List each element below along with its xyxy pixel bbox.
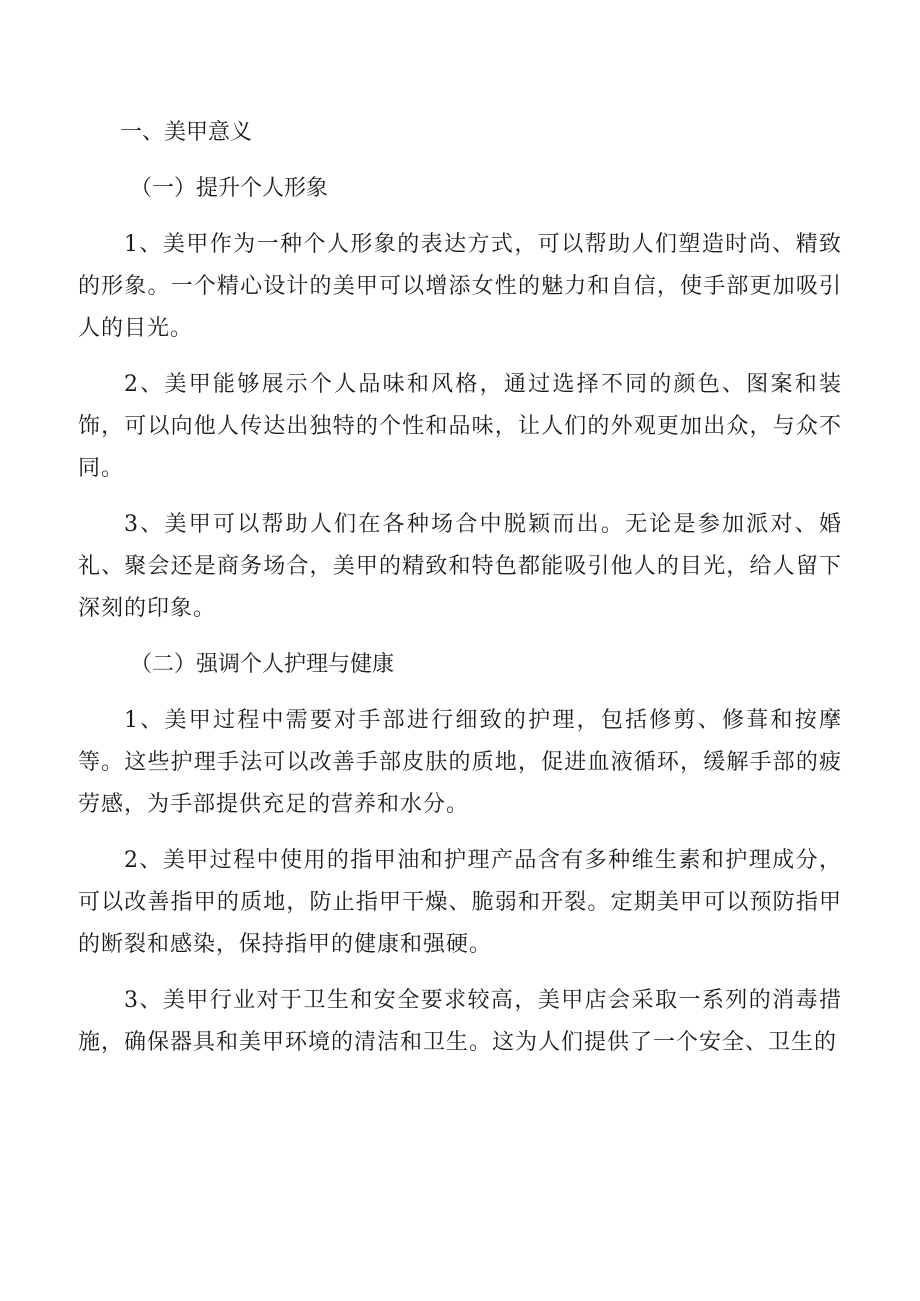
paragraph-2-2: 2、美甲过程中使用的指甲油和护理产品含有多种维生素和护理成分，可以改善指甲的质地，防止指甲干燥、脆弱和开裂。定期美甲可以预防指甲的断裂和感染，保持指甲的健康和强硬。 (78, 848, 842, 957)
subsection-title-2: （二）强调个人护理与健康 (130, 652, 395, 677)
paragraph-1-1: 1、美甲作为一种个人形象的表达方式，可以帮助人们塑造时尚、精致的形象。一个精心设计的美甲可以增添女性的魅力和自信，使手部更加吸引人的目光。 (78, 232, 842, 341)
paragraph-1-2: 2、美甲能够展示个人品味和风格，通过选择不同的颜色、图案和装饰，可以向他人传达出独特的个性和品味，让人们的外观更加出众，与众不同。 (78, 372, 842, 481)
paragraph-1-3: 3、美甲可以帮助人们在各种场合中脱颖而出。无论是参加派对、婚礼、聚会还是商务场合，美甲的精致和特色都能吸引他人的目光，给人留下深刻的印象。 (78, 512, 842, 621)
paragraph-2-1: 1、美甲过程中需要对手部进行细致的护理，包括修剪、修葺和按摩等。这些护理手法可以改善手部皮肤的质地，促进血液循环，缓解手部的疲劳感，为手部提供充足的营养和水分。 (78, 708, 842, 817)
section-title: 一、美甲意义 (120, 120, 253, 145)
paragraph-2-3: 3、美甲行业对于卫生和安全要求较高，美甲店会采取一系列的消毒措施，确保器具和美甲环境的清洁和卫生。这为人们提供了一个安全、卫生的 (78, 988, 842, 1055)
subsection-title-1: （一）提升个人形象 (130, 176, 329, 201)
